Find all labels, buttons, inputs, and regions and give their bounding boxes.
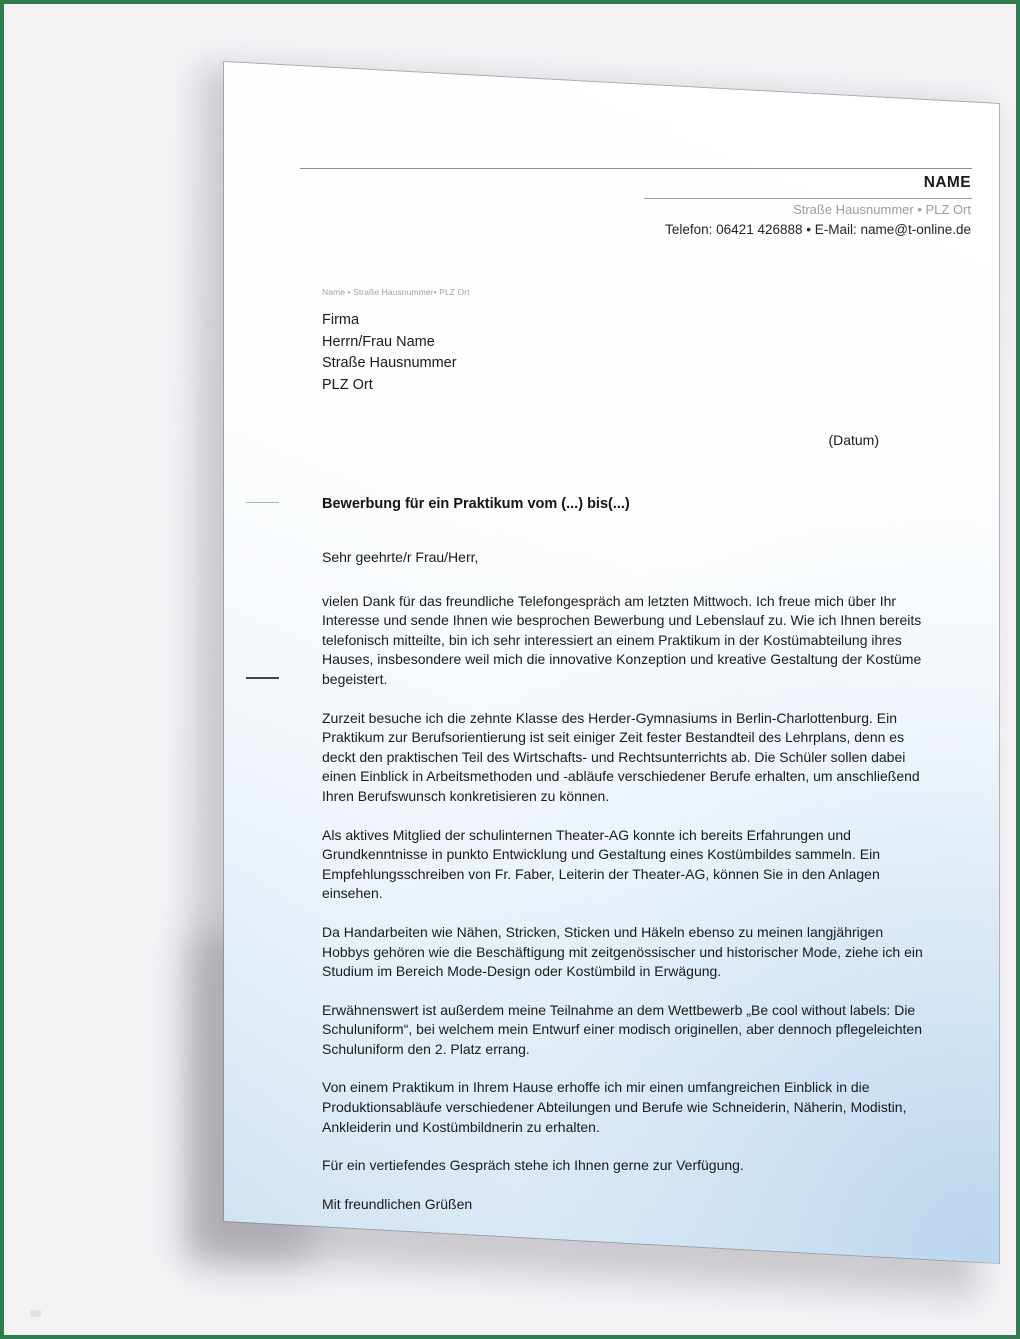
fold-mark-upper [246, 502, 279, 503]
body-paragraph-3: Als aktives Mitglied der schulinternen Theater-AG konnte ich bereits Erfahrungen und Grundkenntnisse in punkto Entwicklung und Gestaltung eines Kostümbildes sammeln. Ein Empfehlungsschreiben von Fr. Faber, Leiterin der Theater-AG, können Sie in den Anlagen einsehen. [322, 826, 880, 902]
letterhead-rule-top [300, 168, 972, 169]
body-paragraph-4: Da Handarbeiten wie Nähen, Stricken, Sticken und Häkeln ebenso zu meinen langjährigen Hobbys gehören wie die Beschäftigung mit zeitgenössischer und historischer Mode, ziehe ich ein Studium im Bereich Mode-Design oder Kostümbild in Erwägung. [322, 923, 923, 980]
letter-paper [224, 62, 999, 1263]
letter-subject: Bewerbung für ein Praktikum vom (...) bis(...) [322, 496, 630, 512]
recipient-city: PLZ Ort [322, 376, 373, 393]
body-paragraph-1: vielen Dank für das freundliche Telefongespräch am letzten Mittwoch. Ich freue mich über Ihr Interesse und sende Ihnen wie besprochen Bewerbung und Lebenslauf zu. Wie ich Ihnen bereits telefonisch mitteilte, bin ich sehr interessiert an einem Praktikum in der Kostümabteilung ihres Hauses, insbesondere weil mich die innovative Konzeption und kreative Gestaltung der Kostüme begeistert. [322, 592, 922, 687]
letterhead-rule-middle [644, 198, 972, 199]
body-paragraph-6: Von einem Praktikum in Ihrem Hause erhoffe ich mir einen umfangreichen Einblick in die Produktionsabläufe verschiedener Abteilungen und Berufe wie Schneiderin, Näherin, Modistin, Ankleiderin und Kostümbildnerin zu erhalten. [322, 1079, 907, 1135]
letter-page-surface [224, 62, 999, 1221]
letterhead-contact-line: Telefon: 06421 426888 • E-Mail: name@t-online.de [665, 222, 971, 237]
fold-mark-lower [246, 677, 279, 679]
recipient-person: Herrn/Frau Name [322, 333, 435, 350]
body-paragraph-2: Zurzeit besuche ich die zehnte Klasse des Herder-Gymnasiums in Berlin-Charlottenburg. Ein Praktikum zur Berufsorientierung ist seit einiger Zeit fester Bestandteil des Lehrplans, denn es deckt den praktischen Teil des Wirtschafts- und Rechtsunterrichts ab. Die Schüler sollen dabei einen Einblick in Arbeitsmethoden und -abläufe verschiedener Berufe erhalten, um anschließend Ihren Berufswunsch konkretisieren zu können. [322, 709, 920, 804]
recipient-address-block [322, 310, 457, 396]
body-paragraph-7: Für ein vertiefendes Gespräch stehe ich Ihnen gerne zur Verfügung. [322, 1157, 744, 1174]
letterhead-address-line: Straße Hausnummer • PLZ Ort [793, 202, 971, 217]
sender-return-address-line: Name • Straße Hausnummer• PLZ Ort [322, 287, 470, 297]
recipient-company: Firma [322, 312, 360, 328]
letterhead-name: NAME [923, 174, 971, 191]
letter-body [322, 548, 924, 1214]
recipient-street: Straße Hausnummer [322, 355, 457, 371]
letter-date: (Datum) [828, 432, 879, 448]
body-closing: Mit freundlichen Grüßen [322, 1195, 473, 1212]
body-salutation: Sehr geehrte/r Frau/Herr, [322, 549, 479, 565]
paper-container [4, 4, 1020, 1339]
body-paragraph-5: Erwähnenswert ist außerdem meine Teilnahme an dem Wettbewerb „Be cool without labels: Die Schuluniform“, bei welchem mein Entwurf einer modisch originellen, aber dennoch pflegeleichten Schuluniform den 2. Platz errang. [322, 1001, 922, 1057]
